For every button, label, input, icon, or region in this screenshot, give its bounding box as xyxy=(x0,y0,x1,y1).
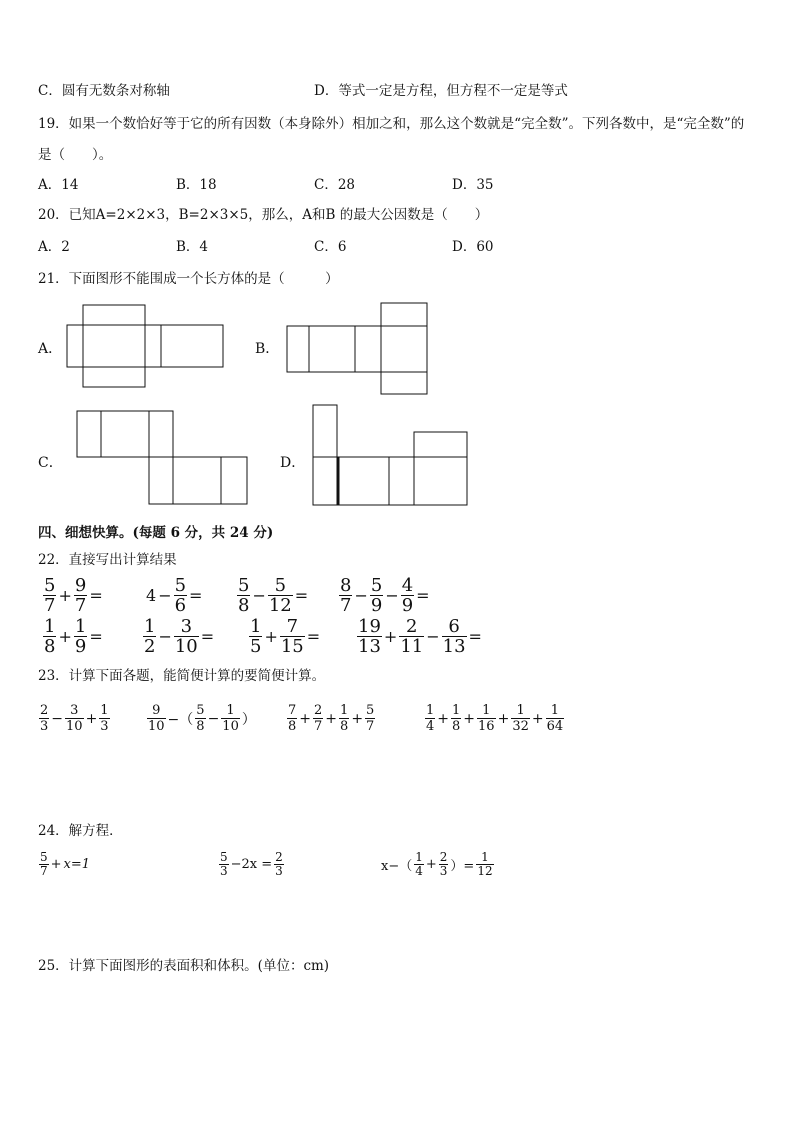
q20-option-c: C．6 xyxy=(314,239,347,255)
question-22-text: 22．直接写出计算结果 xyxy=(38,552,177,568)
question-19-text-cont: 是（ ）。 xyxy=(38,147,113,163)
question-25-text: 25．计算下面图形的表面积和体积。(单位：cm) xyxy=(38,958,330,974)
q22-expr-6: $\frac{1}{2}$ − $\frac{3}{10}$ = xyxy=(144,616,215,657)
net-d-figure xyxy=(312,404,470,508)
question-21-text: 21．下面图形不能围成一个长方体的是（ ） xyxy=(38,271,339,287)
q22-expr-8: $\frac{19}{13}$ + $\frac{2}{11}$ − $\frac{6}{13}$ = xyxy=(358,616,482,657)
net-b-label: B． xyxy=(255,341,280,357)
q23-expr-2: $\frac{9}{10}$ −（ $\frac{5}{8}$ − $\frac{1}{10}$ ） xyxy=(148,703,256,734)
question-23-text: 23．计算下面各题，能简便计算的要简便计算。 xyxy=(38,668,326,684)
question-20-text: 20．已知A=2×2×3，B=2×3×5，那么，A和B 的最大公因数是（ ） xyxy=(38,207,489,223)
question-24-text: 24．解方程． xyxy=(38,823,123,839)
q23-expr-3: $\frac{7}{8}$ + $\frac{2}{7}$ + $\frac{1}{8}$ + $\frac{5}{7}$ xyxy=(288,703,375,734)
q22-expr-1: $\frac{5}{7}$ + $\frac{9}{7}$ = xyxy=(44,575,103,616)
net-c-label: C． xyxy=(38,455,63,471)
q22-expr-3: $\frac{5}{8}$ − $\frac{5}{12}$ = xyxy=(238,575,309,616)
q20-option-a: A．2 xyxy=(38,239,70,255)
option-c-circle: C．圆有无数条对称轴 xyxy=(38,83,170,99)
net-b-figure xyxy=(286,302,430,396)
q23-expr-1: $\frac{2}{3}$ − $\frac{3}{10}$ + $\frac{1}{3}$ xyxy=(40,703,109,734)
q24-equation-1: $\frac{5}{7}$ + x=1 xyxy=(40,850,91,878)
section-4-title: 四、细想快算。(每题 6 分，共 24 分) xyxy=(38,525,274,541)
net-a-label: A． xyxy=(38,341,63,357)
q22-expr-5: $\frac{1}{8}$ + $\frac{1}{9}$ = xyxy=(44,616,103,657)
option-d-equation: D．等式一定是方程，但方程不一定是等式 xyxy=(314,83,568,99)
q19-option-b: B．18 xyxy=(176,177,217,193)
q23-expr-4: $\frac{1}{4}$ + $\frac{1}{8}$ + $\frac{1}{16}$ + $\frac{1}{32}$ + $\frac{1}{64}$ xyxy=(426,703,564,734)
q20-option-d: D．60 xyxy=(452,239,494,255)
q22-expr-7: $\frac{1}{5}$ + $\frac{7}{15}$ = xyxy=(250,616,321,657)
q19-option-a: A．14 xyxy=(38,177,79,193)
q22-expr-4: $\frac{8}{7}$ − $\frac{5}{9}$ − $\frac{4}{9}$ = xyxy=(340,575,430,616)
q22-expr-2: 4 − $\frac{5}{6}$ = xyxy=(146,575,203,616)
net-c-figure xyxy=(76,410,250,506)
q24-equation-2: $\frac{5}{3}$ −2x = $\frac{2}{3}$ xyxy=(220,850,283,878)
q20-option-b: B．4 xyxy=(176,239,209,255)
net-d-label: D． xyxy=(280,455,306,471)
q24-equation-3: x−（ $\frac{1}{4}$ + $\frac{2}{3}$ ）= $\frac{1}{12}$ xyxy=(381,850,493,878)
question-19-text: 19．如果一个数恰好等于它的所有因数（本身除外）相加之和，那么这个数就是“完全数”。下列各数中，是“完全数”的 xyxy=(38,116,745,132)
q19-option-d: D．35 xyxy=(452,177,494,193)
net-a-figure xyxy=(66,304,226,390)
q19-option-c: C．28 xyxy=(314,177,356,193)
